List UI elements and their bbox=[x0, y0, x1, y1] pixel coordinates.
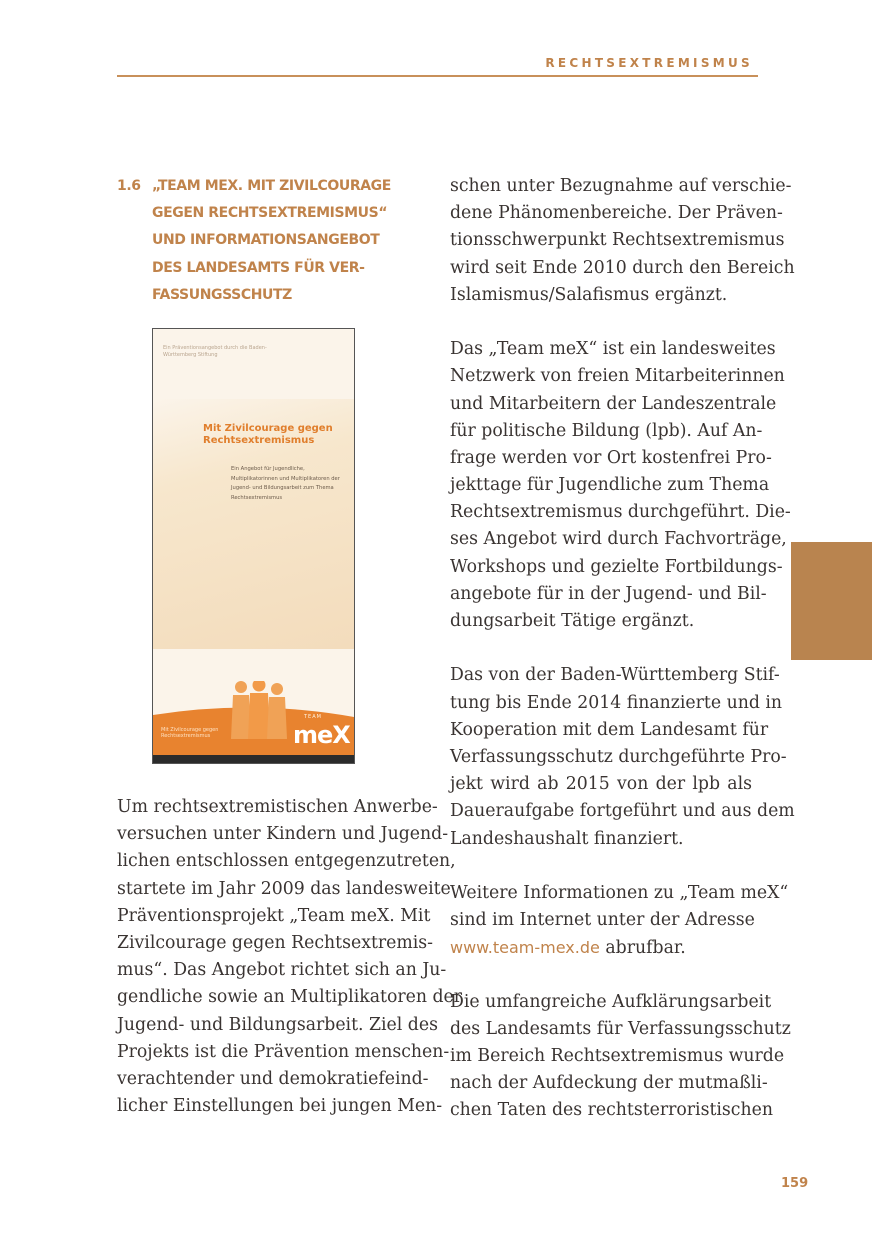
body-line: tung bis Ende 2014 finanzierte und in bbox=[450, 692, 783, 713]
chapter-side-tab bbox=[791, 542, 872, 660]
body-line: im Bereich Rechtsextremismus wurde bbox=[450, 1046, 785, 1066]
body-line: Zivilcourage gegen Rechtsextremis- bbox=[117, 932, 433, 953]
body-line: lichen entschlossen entgegenzutreten, bbox=[117, 851, 456, 872]
header-rule bbox=[117, 75, 758, 77]
flyer-tagline: Mit Zivilcourage gegen Rechtsextremismus bbox=[161, 727, 219, 739]
body-line-with-link bbox=[450, 934, 752, 961]
body-line: Weitere Informationen zu „Team meX“ bbox=[450, 882, 789, 903]
body-line: sind im Internet unter der Adresse bbox=[450, 910, 755, 931]
section-number: 1.6 bbox=[117, 178, 141, 194]
body-line: Kooperation mit dem Landesamt für bbox=[450, 719, 769, 740]
section-heading bbox=[117, 173, 427, 309]
body-line: licher Einstellungen bei jungen Men- bbox=[117, 1096, 443, 1117]
body-line: und Mitarbeitern der Landeszentrale bbox=[450, 393, 777, 414]
body-line: nach der Aufdeckung der mutmaßli- bbox=[450, 1073, 768, 1094]
body-line: Rechtsextremismus durchgeführt. Die- bbox=[450, 502, 791, 523]
body-line: Workshops und gezielte Fortbildungs- bbox=[450, 556, 783, 577]
body-line: jekt wird ab 2015 von der lpb als bbox=[450, 774, 752, 795]
body-line: Verfassungsschutz durchgeführte Pro- bbox=[450, 746, 787, 767]
flyer-logo-mex: meX bbox=[293, 721, 350, 749]
body-line: schen unter Bezugnahme auf verschie- bbox=[450, 176, 792, 196]
flyer-title: Mit Zivilcourage gegen Rechtsextremismus bbox=[203, 423, 333, 446]
body-line: Das „Team meX“ ist ein landesweites bbox=[450, 339, 776, 360]
body-line: verachtender und demokratiefeind- bbox=[117, 1068, 429, 1089]
body-line: Projekts ist die Prävention menschen- bbox=[117, 1041, 450, 1062]
team-mex-website-link[interactable]: www.team-mex.de bbox=[450, 938, 600, 958]
body-line: ses Angebot wird durch Fachvorträge, bbox=[450, 529, 787, 550]
body-line: Jugend- und Bildungsarbeit. Ziel des bbox=[117, 1014, 438, 1035]
body-line: startete im Jahr 2009 das landesweite bbox=[117, 878, 451, 899]
body-line: dene Phänomenbereiche. Der Präven- bbox=[450, 203, 783, 224]
section-title-line: DES LANDESAMTS FÜR VER- bbox=[152, 259, 365, 276]
team-mex-flyer-image bbox=[152, 328, 355, 764]
flyer-logo-team: TEAM bbox=[304, 714, 322, 720]
body-line: Um rechtsextremistischen Anwerbe- bbox=[117, 797, 438, 817]
body-line: jekttage für Jugendliche zum Thema bbox=[450, 475, 770, 496]
flyer-description: Ein Angebot für Jugendliche, Multiplikatorinnen und Multiplikatoren der Jugend- und Bildungsarbeit zum Thema Rechtsextremismus bbox=[231, 466, 340, 501]
body-line: Islamismus/Salafismus ergänzt. bbox=[450, 284, 728, 305]
body-text-left-column bbox=[117, 794, 463, 1120]
body-line: Präventionsprojekt „Team meX. Mit bbox=[117, 905, 431, 926]
body-line: gendliche sowie an Multiplikatoren der bbox=[117, 987, 463, 1008]
body-line: chen Taten des rechtsterroristischen bbox=[450, 1100, 773, 1121]
body-line: Die umfangreiche Aufklärungsarbeit bbox=[450, 991, 772, 1012]
body-line: frage werden vor Ort kostenfrei Pro- bbox=[450, 447, 772, 468]
body-text-fragment: abrufbar. bbox=[599, 938, 686, 959]
body-line: mus“. Das Angebot richtet sich an Ju- bbox=[117, 960, 447, 981]
body-line: Landeshaushalt finanziert. bbox=[450, 828, 684, 849]
body-line: angebote für in der Jugend- und Bil- bbox=[450, 583, 767, 604]
body-line: des Landesamts für Verfassungsschutz bbox=[450, 1018, 791, 1039]
flyer-top-text: Ein Präventionsangebot durch die Baden-Württemberg Stiftung bbox=[163, 345, 267, 358]
section-title-line: FASSUNGSSCHUTZ bbox=[152, 286, 292, 303]
body-line: versuchen unter Kindern und Jugend- bbox=[117, 824, 449, 845]
section-title-line: UND INFORMATIONSANGEBOT bbox=[152, 232, 380, 249]
body-line: Netzwerk von freien Mitarbeiterinnen bbox=[450, 366, 785, 387]
body-line: für politische Bildung (lpb). Auf An- bbox=[450, 420, 763, 441]
body-text-right-column bbox=[450, 173, 795, 1125]
body-line: tionsschwerpunkt Rechtsextremismus bbox=[450, 230, 785, 251]
page-number: 159 bbox=[781, 1176, 809, 1191]
body-line: Daueraufgabe fortgeführt und aus dem bbox=[450, 801, 795, 822]
running-head-title: RECHTSEXTREMISMUS bbox=[545, 56, 753, 70]
body-line: dungsarbeit Tätige ergänzt. bbox=[450, 611, 695, 631]
section-title-line: GEGEN RECHTSEXTREMISMUS“ bbox=[152, 205, 388, 222]
section-title-line: „TEAM MEX. MIT ZIVILCOURAGE bbox=[152, 178, 391, 194]
body-line: wird seit Ende 2010 durch den Bereich bbox=[450, 257, 795, 278]
body-line: Das von der Baden-Württemberg Stif- bbox=[450, 665, 780, 686]
